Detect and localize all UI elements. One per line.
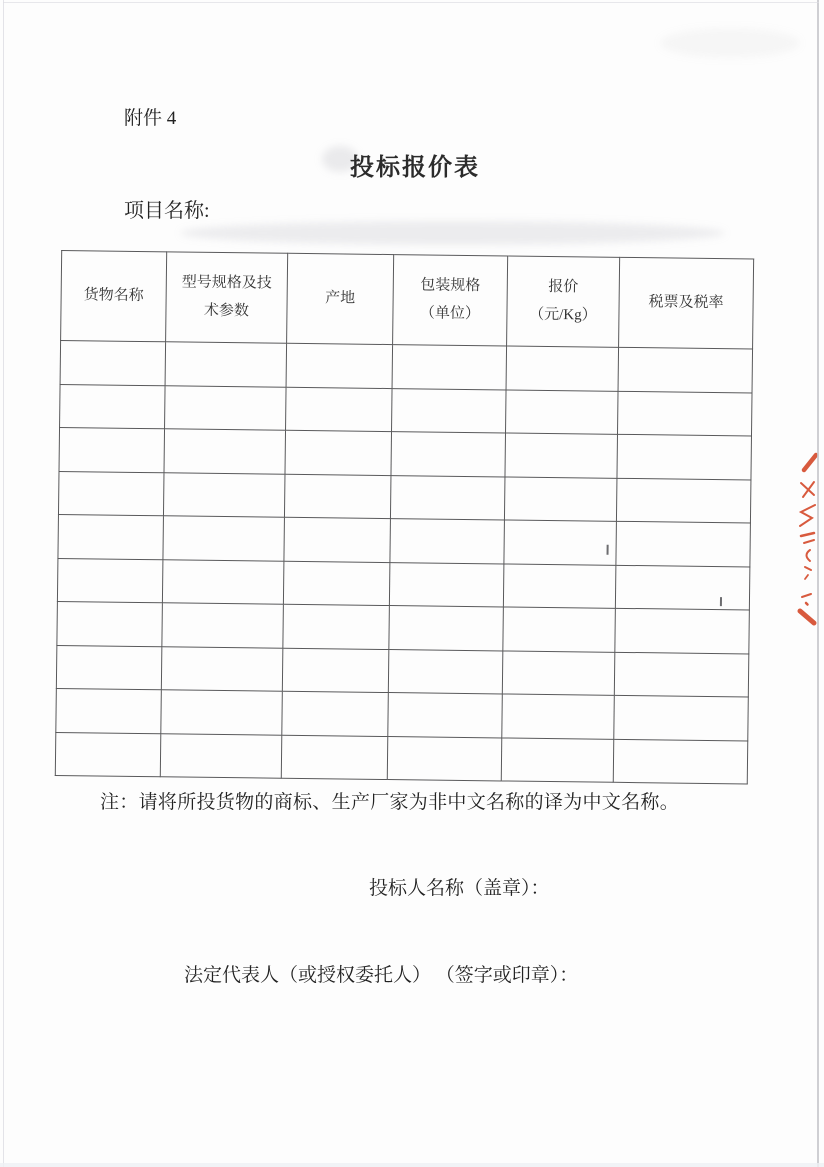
column-header-model-spec bbox=[166, 252, 288, 343]
empty-table-cell bbox=[285, 430, 392, 475]
header-label: 包装规格 bbox=[420, 277, 481, 295]
empty-table-cell bbox=[164, 429, 286, 474]
header-label: 型号规格及技 bbox=[181, 274, 272, 292]
scan-smudge bbox=[660, 28, 800, 58]
empty-table-cell bbox=[614, 695, 749, 740]
empty-table-cell bbox=[388, 649, 503, 694]
column-header-tax bbox=[619, 257, 754, 349]
empty-table-cell bbox=[503, 607, 616, 652]
empty-table-cell bbox=[504, 476, 617, 521]
empty-table-cell bbox=[160, 733, 282, 778]
empty-table-cell bbox=[165, 342, 287, 387]
page-title: 投标报价表 bbox=[350, 155, 480, 181]
empty-table-cell bbox=[617, 434, 752, 479]
header-label: （单位） bbox=[419, 305, 481, 323]
paper-edge-line-top bbox=[3, 2, 819, 3]
empty-table-cell bbox=[57, 558, 163, 603]
empty-table-cell bbox=[613, 739, 748, 784]
empty-table-cell bbox=[506, 389, 619, 434]
column-header-origin bbox=[287, 253, 394, 344]
empty-table-cell bbox=[388, 693, 503, 738]
column-header-goods-name bbox=[61, 251, 167, 342]
legal-representative-line: 法定代表人（或授权委托人） （签字或印章）： bbox=[184, 965, 579, 986]
column-header-price bbox=[507, 256, 620, 347]
empty-table-cell bbox=[506, 346, 619, 391]
empty-table-cell bbox=[60, 341, 166, 386]
empty-table-cell bbox=[57, 601, 163, 646]
header-label: 术参数 bbox=[203, 302, 250, 320]
empty-table-cell bbox=[60, 384, 166, 429]
empty-table-cell bbox=[282, 691, 389, 736]
empty-table-cell bbox=[616, 521, 751, 566]
empty-table-cell bbox=[614, 652, 749, 697]
empty-table-cell bbox=[55, 732, 161, 777]
empty-table-cell bbox=[503, 563, 616, 608]
empty-table-cell bbox=[618, 347, 753, 392]
empty-table-cell bbox=[615, 565, 750, 610]
empty-table-cell bbox=[502, 650, 615, 695]
empty-table-cell bbox=[502, 694, 615, 739]
empty-table-cell bbox=[59, 428, 165, 473]
empty-table-cell bbox=[165, 385, 287, 430]
quotation-table bbox=[55, 250, 754, 784]
table-header-row bbox=[61, 251, 754, 349]
empty-table-cell bbox=[616, 478, 751, 523]
quotation-table-body bbox=[55, 341, 752, 784]
stray-ink-tick bbox=[720, 597, 722, 606]
empty-table-cell bbox=[161, 690, 283, 735]
empty-table-cell bbox=[392, 345, 507, 390]
empty-table-cell bbox=[284, 474, 391, 519]
empty-table-cell bbox=[56, 688, 162, 733]
column-header-packaging bbox=[393, 255, 508, 346]
empty-table-cell bbox=[163, 516, 285, 561]
empty-table-cell bbox=[283, 604, 390, 649]
empty-table-cell bbox=[281, 735, 388, 780]
empty-table-cell bbox=[615, 608, 750, 653]
empty-table-cell bbox=[387, 736, 502, 781]
empty-table-cell bbox=[58, 471, 164, 516]
note-text: 注：请将所投货物的商标、生产厂家为非中文名称的译为中文名称。 bbox=[100, 792, 680, 813]
empty-table-cell bbox=[163, 472, 285, 517]
empty-table-cell bbox=[162, 603, 284, 648]
empty-table-cell bbox=[56, 645, 162, 690]
paper-edge-line-left bbox=[3, 0, 4, 1167]
header-label: 税票及税率 bbox=[648, 294, 724, 312]
empty-table-cell bbox=[390, 519, 505, 564]
empty-table-cell bbox=[286, 387, 393, 432]
empty-table-cell bbox=[58, 515, 164, 560]
header-label: （元/Kg） bbox=[529, 306, 597, 324]
empty-table-cell bbox=[389, 562, 504, 607]
empty-table-row bbox=[55, 732, 747, 784]
empty-table-cell bbox=[391, 432, 506, 477]
empty-table-cell bbox=[286, 343, 393, 388]
empty-table-cell bbox=[505, 433, 618, 478]
red-handwriting-mark bbox=[795, 451, 819, 629]
paper-edge-line-right bbox=[817, 0, 819, 1167]
header-label: 产地 bbox=[325, 290, 356, 307]
empty-table-cell bbox=[390, 475, 505, 520]
empty-table-cell bbox=[389, 606, 504, 651]
project-name-label: 项目名称: bbox=[124, 200, 210, 222]
empty-table-cell bbox=[392, 388, 507, 433]
empty-table-cell bbox=[161, 646, 283, 691]
scan-smudge bbox=[180, 221, 725, 245]
empty-table-cell bbox=[501, 737, 614, 782]
empty-table-cell bbox=[504, 520, 617, 565]
empty-table-cell bbox=[617, 391, 752, 436]
empty-table-cell bbox=[162, 559, 284, 604]
empty-table-cell bbox=[282, 648, 389, 693]
stray-ink-tick bbox=[607, 545, 609, 555]
quotation-table-wrapper bbox=[55, 250, 753, 783]
attachment-label: 附件 4 bbox=[124, 108, 177, 129]
empty-table-cell bbox=[283, 561, 390, 606]
header-label: 报价 bbox=[548, 278, 579, 296]
header-label: 货物名称 bbox=[83, 287, 144, 305]
bidder-name-line: 投标人名称（盖章）： bbox=[369, 878, 550, 899]
paper-edge-shadow-bottom bbox=[0, 1163, 824, 1167]
empty-table-cell bbox=[284, 517, 391, 562]
